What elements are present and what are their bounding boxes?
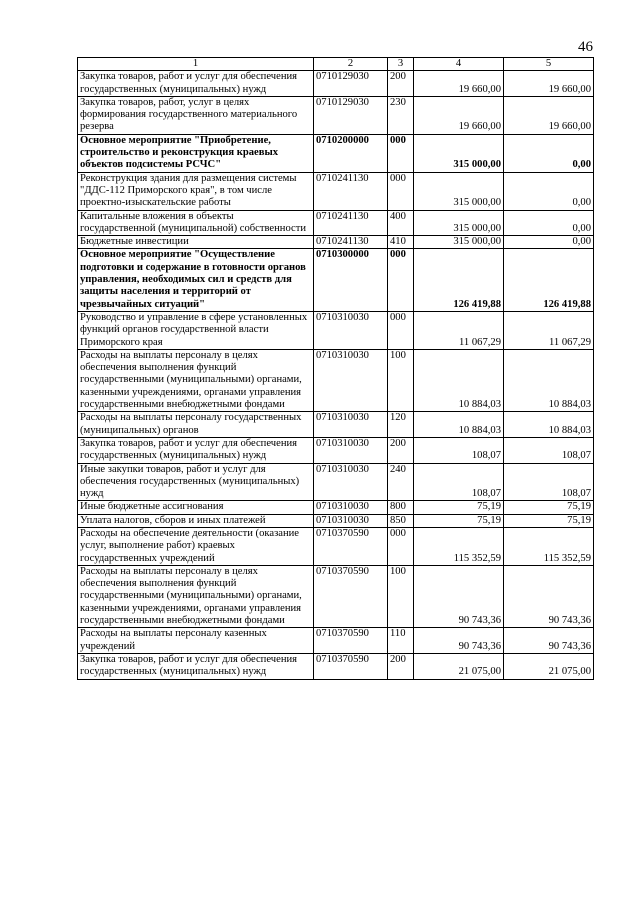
table-row [78,565,594,627]
amount-col4-cell: 21 075,00 [414,653,504,679]
table-row [78,514,594,527]
target-article-code-cell: 0710310030 [314,412,388,438]
amount-col5-cell: 19 660,00 [504,71,594,97]
expense-name-cell: Реконструкция здания для размещения системы "ДДС-112 Приморского края", в том числе проектно-изыскательские работы [78,172,314,210]
expense-type-code-cell: 100 [388,349,414,411]
amount-col4-cell: 315 000,00 [414,172,504,210]
amount-col4-cell: 315 000,00 [414,210,504,236]
expense-type-code-cell: 120 [388,412,414,438]
table-row [78,653,594,679]
amount-col5-cell: 19 660,00 [504,96,594,134]
amount-col4-cell: 10 884,03 [414,349,504,411]
expense-name-cell: Капитальные вложения в объекты государственной (муниципальной) собственности [78,210,314,236]
table-row [78,96,594,134]
expense-name-cell: Иные закупки товаров, работ и услуг для обеспечения государственных (муниципальных) нужд [78,463,314,501]
expense-name-cell: Закупка товаров, работ, услуг в целях формирования государственного материального резерва [78,96,314,134]
amount-col5-cell: 10 884,03 [504,412,594,438]
table-row [78,501,594,514]
amount-col4-cell: 108,07 [414,463,504,501]
expense-name-cell: Расходы на выплаты персоналу казенных учреждений [78,628,314,654]
expense-name-cell: Руководство и управление в сфере установленных функций органов государственной власти Приморского края [78,311,314,349]
expense-name-cell: Закупка товаров, работ и услуг для обеспечения государственных (муниципальных) нужд [78,437,314,463]
target-article-code-cell: 0710370590 [314,527,388,565]
column-number: 1 [78,58,314,71]
target-article-code-cell: 0710310030 [314,311,388,349]
amount-col5-cell: 126 419,88 [504,249,594,311]
amount-col4-cell: 10 884,03 [414,412,504,438]
amount-col5-cell: 10 884,03 [504,349,594,411]
target-article-code-cell: 0710241130 [314,210,388,236]
table-row [78,249,594,311]
amount-col5-cell: 108,07 [504,437,594,463]
amount-col4-cell: 75,19 [414,501,504,514]
amount-col4-cell: 11 067,29 [414,311,504,349]
amount-col5-cell: 115 352,59 [504,527,594,565]
expense-type-code-cell: 410 [388,236,414,249]
expense-type-code-cell: 000 [388,311,414,349]
expense-type-code-cell: 100 [388,565,414,627]
table-row [78,311,594,349]
amount-col4-cell: 115 352,59 [414,527,504,565]
amount-col4-cell: 315 000,00 [414,134,504,172]
target-article-code-cell: 0710370590 [314,653,388,679]
expense-type-code-cell: 850 [388,514,414,527]
expense-type-code-cell: 400 [388,210,414,236]
table-row [78,71,594,97]
amount-col5-cell: 11 067,29 [504,311,594,349]
target-article-code-cell: 0710129030 [314,96,388,134]
expense-name-cell: Расходы на выплаты персоналу государственных (муниципальных) органов [78,412,314,438]
amount-col4-cell: 19 660,00 [414,96,504,134]
table-row [78,236,594,249]
table-row [78,437,594,463]
expense-type-code-cell: 000 [388,134,414,172]
table-row [78,134,594,172]
target-article-code-cell: 0710200000 [314,134,388,172]
table-row [78,172,594,210]
target-article-code-cell: 0710129030 [314,71,388,97]
amount-col5-cell: 0,00 [504,172,594,210]
target-article-code-cell: 0710310030 [314,514,388,527]
target-article-code-cell: 0710370590 [314,565,388,627]
amount-col5-cell: 108,07 [504,463,594,501]
expense-type-code-cell: 240 [388,463,414,501]
expense-type-code-cell: 230 [388,96,414,134]
table-row [78,463,594,501]
amount-col5-cell: 90 743,36 [504,628,594,654]
column-number: 5 [504,58,594,71]
expense-name-cell: Расходы на выплаты персоналу в целях обеспечения выполнения функций государственными (муниципальными) органами, казенными учреждениями, органами управления государственными внебюджетными фондами [78,349,314,411]
amount-col5-cell: 90 743,36 [504,565,594,627]
amount-col5-cell: 0,00 [504,236,594,249]
expense-type-code-cell: 000 [388,249,414,311]
table-row [78,628,594,654]
expense-name-cell: Иные бюджетные ассигнования [78,501,314,514]
target-article-code-cell: 0710370590 [314,628,388,654]
expense-name-cell: Бюджетные инвестиции [78,236,314,249]
table-row [78,210,594,236]
column-number: 2 [314,58,388,71]
amount-col4-cell: 90 743,36 [414,628,504,654]
table-row [78,527,594,565]
column-number: 4 [414,58,504,71]
target-article-code-cell: 0710241130 [314,172,388,210]
expense-name-cell: Расходы на обеспечение деятельности (оказание услуг, выполнение работ) краевых государственных учреждений [78,527,314,565]
amount-col5-cell: 21 075,00 [504,653,594,679]
expense-type-code-cell: 000 [388,527,414,565]
expense-name-cell: Закупка товаров, работ и услуг для обеспечения государственных (муниципальных) нужд [78,71,314,97]
expense-name-cell: Уплата налогов, сборов и иных платежей [78,514,314,527]
expense-name-cell: Расходы на выплаты персоналу в целях обеспечения выполнения функций государственными (муниципальными) органами, казенными учреждениями, органами управления государственными внебюджетными фондами [78,565,314,627]
expense-name-cell: Основное мероприятие "Осуществление подготовки и содержание в готовности органов управления, необходимых сил и средств для защиты населения и территорий от чрезвычайных ситуаций" [78,249,314,311]
amount-col5-cell: 75,19 [504,501,594,514]
amount-col4-cell: 126 419,88 [414,249,504,311]
target-article-code-cell: 0710310030 [314,463,388,501]
column-number-row [78,58,594,71]
expense-type-code-cell: 200 [388,437,414,463]
amount-col5-cell: 75,19 [504,514,594,527]
expense-type-code-cell: 800 [388,501,414,514]
table-row [78,412,594,438]
amount-col5-cell: 0,00 [504,210,594,236]
amount-col5-cell: 0,00 [504,134,594,172]
target-article-code-cell: 0710310030 [314,501,388,514]
budget-table [77,57,594,680]
expense-type-code-cell: 000 [388,172,414,210]
target-article-code-cell: 0710310030 [314,349,388,411]
column-number: 3 [388,58,414,71]
expense-name-cell: Основное мероприятие "Приобретение, строительство и реконструкция краевых объектов подсистемы РСЧС" [78,134,314,172]
page-number: 46 [578,39,593,55]
amount-col4-cell: 90 743,36 [414,565,504,627]
expense-type-code-cell: 110 [388,628,414,654]
amount-col4-cell: 75,19 [414,514,504,527]
amount-col4-cell: 19 660,00 [414,71,504,97]
expense-type-code-cell: 200 [388,71,414,97]
amount-col4-cell: 315 000,00 [414,236,504,249]
expense-type-code-cell: 200 [388,653,414,679]
target-article-code-cell: 0710300000 [314,249,388,311]
target-article-code-cell: 0710310030 [314,437,388,463]
target-article-code-cell: 0710241130 [314,236,388,249]
expense-name-cell: Закупка товаров, работ и услуг для обеспечения государственных (муниципальных) нужд [78,653,314,679]
table-row [78,349,594,411]
amount-col4-cell: 108,07 [414,437,504,463]
